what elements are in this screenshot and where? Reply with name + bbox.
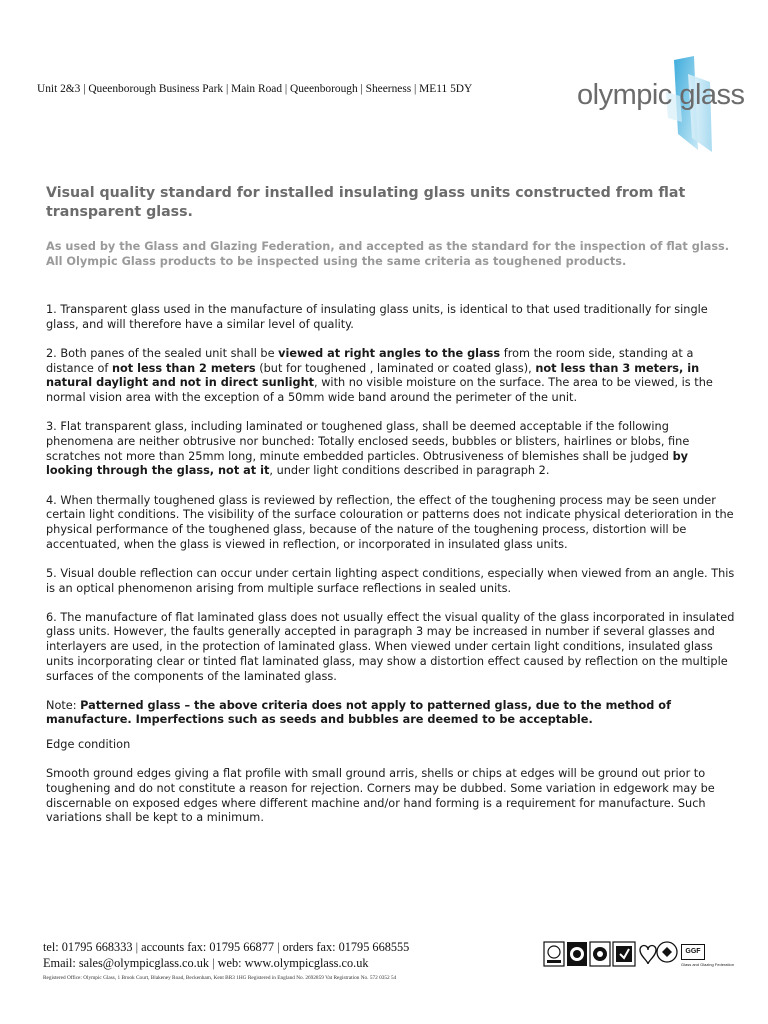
- accreditation-logos-icon: [543, 940, 683, 974]
- edge-condition-text: Smooth ground edges giving a flat profile with small ground arris, shells or chips at edges will be ground out prior to toughening and do not constitute a reason for rejection. Corners may be dubbed. Some variation in edgework may be discernable on exposed edges where different machine and/or hand forming is a requirement for manufacture. Such variations shall be kept to a minimum.: [46, 767, 715, 825]
- registered-office: Registered Office: Olympic Glass, 1 Brook Court, Blakeney Road, Beckenham, Kent BR3 1HG Registered in England No. 2692859 Vat Registration No. 572 0352 54: [43, 975, 397, 981]
- p2-text-d: , with no visible moisture on the surface. The area to be viewed, is the normal vision area with the exception of a 50mm wide band around the perimeter of the unit.: [46, 376, 713, 405]
- p2-emphasis-c: not less than 3 meters, in natural daylight and not in direct sunlight: [46, 361, 700, 390]
- footer-phone-line: [43, 939, 409, 955]
- footer-separator: |: [135, 940, 139, 954]
- document-title: Visual quality standard for installed insulating glass units constructed from flat transparent glass.: [46, 185, 686, 220]
- footer-web-link[interactable]: web: www.olympicglass.co.uk: [217, 956, 369, 970]
- footer-tel: tel: 01795 668333: [43, 940, 133, 954]
- p2-emphasis-a: viewed at right angles to the glass: [278, 346, 501, 360]
- footer-separator: |: [212, 956, 215, 970]
- footer-accounts-fax: accounts fax: 01795 66877: [141, 940, 274, 954]
- footer-email-link[interactable]: Email: sales@olympicglass.co.uk: [43, 956, 210, 970]
- document-subtitle: As used by the Glass and Glazing Federation, and accepted as the standard for the inspection of flat glass. All Olympic Glass products to be inspected using the same criteria as toughened products.: [46, 240, 730, 268]
- logo-wordmark: olympic glass: [577, 79, 745, 111]
- note-label: Note:: [46, 698, 81, 712]
- document-body: [46, 303, 736, 841]
- p2-text-b: from the room side, standing at a distance of: [46, 346, 694, 375]
- p3-text-b: , under light conditions described in paragraph 2.: [269, 464, 550, 478]
- p2-emphasis-b: not less than 2 meters: [111, 361, 256, 375]
- patterned-glass-note: [46, 699, 736, 728]
- edge-condition-heading: Edge condition: [46, 738, 131, 752]
- paragraph-6: 6. The manufacture of flat laminated glass does not usually effect the visual quality of the glass incorporated in insulated glass units. However, the faults generally accepted in paragraph 3 may be increased in number if several glasses and interlayers are used, in the protection of laminated glass. When viewed under certain light conditions, insulated glass units incorporating clear or tinted flat laminated glass, may show a distortion effect caused by reflection on the multiple surfaces of the components of the laminated glass.: [46, 610, 735, 683]
- paragraph-2: [46, 347, 736, 406]
- paragraph-5: 5. Visual double reflection can occur under certain lighting aspect conditions, especially when viewed from an angle. This is an optical phenomenon arising from multiple surface reflections in sealed units.: [46, 566, 735, 595]
- p3-emphasis: by looking through the glass, not at it: [46, 449, 689, 478]
- paragraph-3: [46, 420, 736, 479]
- olympic-glass-logo: [570, 52, 750, 156]
- paragraph-4: 4. When thermally toughened glass is reviewed by reflection, the effect of the toughening process may be seen under certain light conditions. The visibility of the surface colouration or patterns does not indicate physical deterioration in the physical performance of the toughened glass, because of the nature of the toughening process, distortion will be accentuated, when the glass is viewed in reflection, or incorporated in insulated glass units.: [46, 493, 734, 551]
- p2-text-a: 2. Both panes of the sealed unit shall be: [46, 346, 279, 360]
- ggf-caption: Glass and Glazing Federation: [681, 962, 734, 967]
- note-text: Patterned glass – the above criteria does not apply to patterned glass, due to the method of manufacture. Imperfections such as seeds and bubbles are deemed to be acceptable.: [46, 698, 671, 727]
- footer-separator: |: [277, 940, 280, 954]
- ggf-badge: [681, 944, 705, 960]
- footer-orders-fax: orders fax: 01795 668555: [282, 940, 410, 954]
- company-address: Unit 2&3 | Queenborough Business Park | Main Road | Queenborough | Sheerness | ME11 5DY: [37, 83, 473, 95]
- footer-web-line: [43, 955, 409, 971]
- ggf-label: GGF: [685, 948, 701, 955]
- paragraph-1: 1. Transparent glass used in the manufacture of insulating glass units, is identical to that used traditionally for single glass, and will therefore have a similar level of quality.: [46, 303, 708, 331]
- p2-text-c: (but for toughened , laminated or coated glass),: [255, 361, 536, 375]
- accreditation-badges: [543, 940, 753, 986]
- footer-contact: [43, 939, 409, 971]
- p3-text-a: 3. Flat transparent glass, including laminated or toughened glass, shall be deemed acceptable if the following phenomena are neither obtrusive nor bunched: Totally enclosed seeds, bubbles or blisters, hairlines or blobs, fine scratches not more than 25mm long, minute embedded particles. Obtrusiveness of blemishes shall be judged: [46, 420, 690, 463]
